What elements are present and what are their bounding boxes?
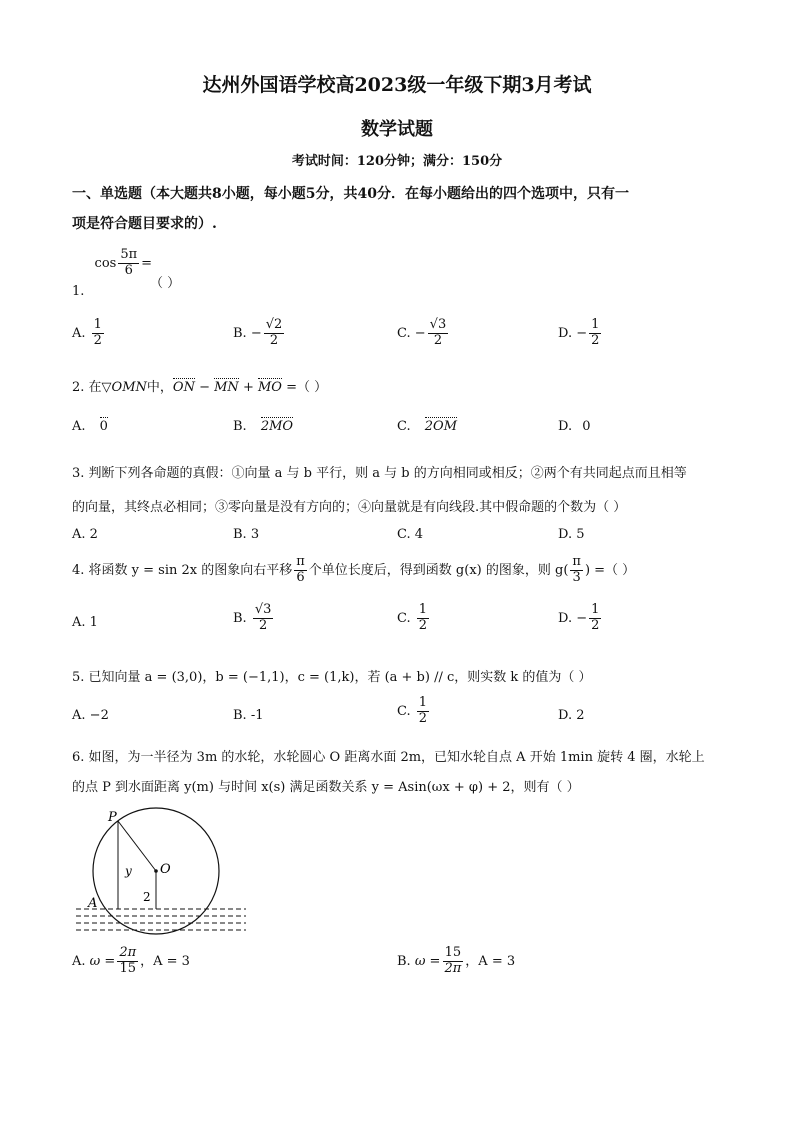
q1-option-b-num: √2 xyxy=(265,317,283,332)
q5-option-a-label: A. xyxy=(72,708,86,723)
q2-vector-mn: MN xyxy=(214,380,239,395)
q4-option-c[interactable] xyxy=(397,603,431,634)
q2-prefix: 2. 在 xyxy=(72,380,102,395)
q1-answer-paren: （ ） xyxy=(150,276,181,291)
q2-plus: + xyxy=(238,380,258,395)
q1-option-a[interactable] xyxy=(72,318,106,349)
q5-option-d[interactable] xyxy=(558,708,585,723)
radius-line xyxy=(118,821,156,871)
q2-vector-on: ON xyxy=(172,380,195,395)
q1-frac-num: 5π xyxy=(120,247,138,262)
q4-frac-num: π xyxy=(296,554,305,569)
q1-option-a-label: A. xyxy=(72,325,86,341)
q2-option-b-value: 2MO xyxy=(260,419,294,434)
q3-option-a[interactable]: A. 2 xyxy=(72,527,98,542)
q5-option-b-value: -1 xyxy=(250,708,264,723)
question-4 xyxy=(72,555,635,586)
q4-option-b-label: B. xyxy=(233,610,247,626)
q1-option-a-num: 1 xyxy=(93,317,102,332)
question-6-line2: 的点 P 到水面距离 y(m) 与时间 x(s) 满足函数关系 y = Asin(ωx + φ) + 2，则有（ ） xyxy=(72,780,580,795)
q4-option-b-num: √3 xyxy=(254,602,272,617)
q4-option-c-label: C. xyxy=(397,610,411,626)
q6-option-b-num: 15 xyxy=(444,945,462,960)
q2-option-c-label: C. xyxy=(397,419,411,434)
q2-triangle: ▽OMN xyxy=(101,380,147,395)
q1-option-c-den: 2 xyxy=(433,332,443,348)
q2-option-b[interactable] xyxy=(233,419,293,434)
q4-option-a-value: 1 xyxy=(89,615,98,630)
q6-option-a-num: 2π xyxy=(119,945,137,960)
q6-option-b-label: B. xyxy=(397,953,411,969)
q2-option-b-label: B. xyxy=(233,419,247,434)
label-o: O xyxy=(160,862,171,877)
q5-option-a-value: −2 xyxy=(89,708,109,723)
label-p: P xyxy=(108,810,117,825)
q4-frac2-num: π xyxy=(572,554,581,569)
question-3-line2: 的向量，其终点必相同；③零向量是没有方向的；④向量就是有向线段.其中假命题的个数为（ ） xyxy=(72,500,627,515)
q6-option-b-omega: ω = xyxy=(414,953,441,969)
q4-prefix: 4. 将函数 y = sin 2x 的图象向右平移 xyxy=(72,562,293,578)
q1-equals: = xyxy=(141,255,153,271)
q5-option-b-label: B. xyxy=(233,708,247,723)
q1-cos: cos xyxy=(94,255,117,271)
q4-option-d-den: 2 xyxy=(591,617,600,633)
label-two: 2 xyxy=(143,890,151,904)
section-heading-line2: 项是符合题目要求的）. xyxy=(72,216,217,232)
q3-option-b[interactable]: B. 3 xyxy=(233,527,260,542)
question-1 xyxy=(72,247,153,299)
section-heading-line1: 一、单选题（本大题共8小题，每小题5分，共40分．在每小题给出的四个选项中，只有一 xyxy=(72,186,629,202)
q4-option-a[interactable] xyxy=(72,615,98,630)
q1-frac-den: 6 xyxy=(124,262,133,278)
q2-option-c-value: 2OM xyxy=(424,419,458,434)
q1-option-d-den: 2 xyxy=(591,332,600,348)
q5-option-c-den: 2 xyxy=(418,710,428,726)
q2-equals: =（ ） xyxy=(281,380,328,395)
q4-option-c-num: 1 xyxy=(418,602,428,617)
q2-option-a[interactable] xyxy=(72,419,108,434)
q6-option-b[interactable] xyxy=(397,946,515,977)
q1-option-b-den: 2 xyxy=(269,332,279,348)
q5-option-c[interactable] xyxy=(397,696,431,727)
q5-option-c-num: 1 xyxy=(418,695,428,710)
q5-option-d-label: D. xyxy=(558,708,573,723)
q4-suffix: ) =（ ） xyxy=(584,562,636,578)
q3-option-c[interactable]: C. 4 xyxy=(397,527,424,542)
q1-option-c[interactable] xyxy=(397,318,450,349)
q6-option-b-den: 2π xyxy=(444,960,462,976)
q1-option-c-sign: − xyxy=(414,325,426,341)
q1-option-c-num: √3 xyxy=(429,317,447,332)
q1-fraction xyxy=(118,248,139,279)
q1-option-c-label: C. xyxy=(397,325,411,341)
q2-option-a-label: A. xyxy=(72,419,86,434)
q6-option-a-amp: ，A = 3 xyxy=(140,953,190,969)
exam-title: 达州外国语学校高2023级一年级下期3月考试 xyxy=(202,74,592,96)
q2-option-d-value: 0 xyxy=(582,419,591,434)
q4-option-b[interactable] xyxy=(233,603,275,634)
exam-meta: 考试时间：120分钟；满分：150分 xyxy=(291,154,503,169)
q6-option-a-den: 15 xyxy=(119,960,136,976)
q1-option-a-den: 2 xyxy=(93,332,102,348)
q2-option-d-label: D. xyxy=(558,419,573,434)
q4-mid: 个单位长度后，得到函数 g(x) 的图象，则 g( xyxy=(308,562,569,578)
q2-option-c[interactable] xyxy=(397,419,457,434)
label-a: A xyxy=(88,896,98,911)
q2-option-a-value: 0 xyxy=(99,419,108,434)
question-5: 5. 已知向量 a = (3,0)，b = (−1,1)，c = (1,k)，若 (a + b) // c，则实数 k 的值为（ ） xyxy=(72,670,592,685)
q1-option-b-sign: − xyxy=(250,325,262,341)
q4-option-d-num: 1 xyxy=(591,602,600,617)
question-3-line1: 3. 判断下列各命题的真假：①向量 a 与 b 平行，则 a 与 b 的方向相同或相反；②两个有共同起点而且相等 xyxy=(72,466,687,481)
center-dot xyxy=(154,869,158,873)
q4-frac2-den: 3 xyxy=(572,569,581,585)
q1-option-d-num: 1 xyxy=(591,317,600,332)
q2-minus: − xyxy=(194,380,215,395)
q4-option-a-label: A. xyxy=(72,615,86,630)
waterwheel-figure xyxy=(70,805,260,945)
q2-mid: 中， xyxy=(146,380,173,395)
q5-option-c-label: C. xyxy=(397,703,411,719)
q6-option-a-omega: ω = xyxy=(89,953,116,969)
q4-frac-den: 6 xyxy=(296,569,305,585)
q5-option-d-value: 2 xyxy=(576,708,585,723)
q6-option-b-amp: ，A = 3 xyxy=(465,953,516,969)
question-6-line1: 6. 如图，为一半径为 3m 的水轮，水轮圆心 O 距离水面 2m，已知水轮自点 A 开始 1min 旋转 4 圈，水轮上 xyxy=(72,750,705,765)
q1-option-b-label: B. xyxy=(233,325,247,341)
q1-option-d-sign: − xyxy=(576,325,588,341)
q4-option-d-label: D. xyxy=(558,610,573,626)
q2-vector-mo: MO xyxy=(257,380,282,395)
label-y: y xyxy=(125,864,132,878)
q1-option-d[interactable] xyxy=(558,318,603,349)
q6-option-a-label: A. xyxy=(72,953,86,969)
q2-option-d[interactable] xyxy=(558,419,591,434)
exam-subject: 数学试题 xyxy=(361,119,433,140)
q3-option-d[interactable]: D. 5 xyxy=(558,527,585,542)
q4-option-d-sign: − xyxy=(576,610,588,626)
question-2 xyxy=(72,376,327,395)
q1-option-d-label: D. xyxy=(558,325,573,341)
q5-option-b[interactable] xyxy=(233,708,264,723)
q4-option-b-den: 2 xyxy=(258,617,268,633)
q4-option-d[interactable] xyxy=(558,603,603,634)
q4-option-c-den: 2 xyxy=(418,617,428,633)
q5-option-a[interactable] xyxy=(72,708,109,723)
q1-number: 1. xyxy=(72,283,85,299)
q6-option-a[interactable] xyxy=(72,946,190,977)
q1-option-b[interactable] xyxy=(233,318,286,349)
